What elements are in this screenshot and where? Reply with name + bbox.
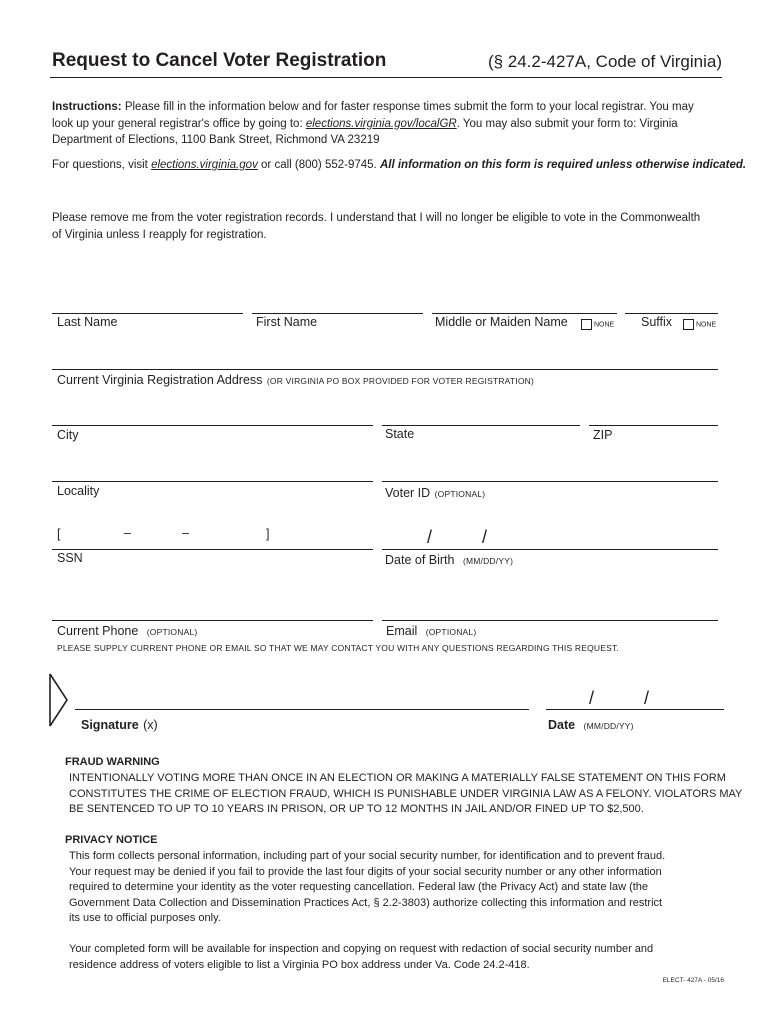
phone-label-row: [57, 622, 197, 640]
fraud-line: BE SENTENCED TO UP TO 10 YEARS IN PRISON, OR UP TO 12 MONTHS IN JAIL AND/OR FINED UP TO $2,500.: [69, 803, 644, 815]
optional-note: (OPTIONAL): [146, 627, 198, 637]
dob-label: Date of Birth: [385, 553, 455, 567]
form-title: Request to Cancel Voter Registration: [52, 50, 387, 71]
instructions: [52, 99, 732, 149]
ssn-close-bracket: ]: [266, 527, 270, 541]
optional-note: (OPTIONAL): [425, 627, 477, 637]
first-name-label: First Name: [256, 315, 318, 329]
instructions-line2-post: . You may also submit your form to: Virginia: [456, 117, 678, 130]
email-label-row: [386, 622, 476, 640]
signature-label-row: [81, 716, 158, 734]
checkbox-icon: [581, 319, 592, 330]
date-format-note: (MM/DD/YY): [462, 556, 514, 566]
middle-name-field[interactable]: [432, 313, 617, 314]
dob-slash: /: [427, 527, 433, 547]
middle-name-label: Middle or Maiden Name: [435, 315, 568, 329]
signature-label: Signature: [81, 718, 139, 732]
voter-id-label: Voter ID: [385, 486, 431, 500]
signature-field[interactable]: [75, 709, 529, 710]
instructions-line2: look up your general registrar's office by going to:: [52, 117, 306, 130]
middle-none-checkbox[interactable]: [581, 316, 614, 334]
optional-note: (OPTIONAL): [434, 489, 486, 499]
suffix-none-checkbox[interactable]: [683, 316, 716, 334]
dob-label-row: [385, 551, 513, 569]
dob-slash: /: [482, 527, 488, 547]
request-line1: Please remove me from the voter registration records. I understand that I will no longer be eligible to vote in the Commonwealth: [52, 212, 701, 224]
date-format-note: (MM/DD/YY): [583, 721, 634, 731]
questions-post: or call (800) 552-9745.: [257, 159, 380, 171]
required-note: All information on this form is required unless otherwise indicated.: [379, 159, 747, 171]
email-label: Email: [386, 624, 418, 638]
inspection-line: residence address of voters eligible to list a Virginia PO box address under Va. Code 24.2-418.: [69, 958, 530, 971]
privacy-notice-title: PRIVACY NOTICE: [65, 834, 158, 846]
dob-field[interactable]: [382, 549, 718, 550]
voter-id-field[interactable]: [382, 481, 718, 482]
suffix-field[interactable]: [625, 313, 718, 314]
locality-field[interactable]: [52, 481, 373, 482]
privacy-line: Your request may be denied if you fail to provide the last four digits of your social security number or any other information: [69, 865, 662, 878]
fraud-warning-title: FRAUD WARNING: [65, 756, 160, 768]
phone-label: Current Phone: [57, 624, 139, 638]
privacy-line: Government Data Collection and Dissemination Practices Act, § 2.2-3803) authorize collecting this information and restrict: [69, 896, 663, 909]
date-label: Date: [548, 718, 576, 732]
request-line2: of Virginia unless I reapply for registration.: [52, 228, 267, 241]
address-label-row: [57, 371, 534, 389]
none-label: NONE: [696, 321, 717, 329]
state-field[interactable]: [382, 425, 580, 426]
signature-x: (x): [143, 718, 158, 732]
first-name-field[interactable]: [252, 313, 423, 314]
state-label: State: [385, 427, 415, 441]
privacy-line: its use to official purposes only.: [69, 912, 221, 924]
localgr-link[interactable]: elections.virginia.gov/localGR: [305, 117, 457, 130]
city-field[interactable]: [52, 425, 373, 426]
questions-line: [52, 157, 747, 174]
locality-label: Locality: [57, 484, 100, 498]
fraud-warning-text: [69, 771, 742, 818]
city-label: City: [57, 428, 79, 442]
ssn-dash: –: [182, 526, 189, 540]
zip-field[interactable]: [589, 425, 718, 426]
title-rule: [50, 77, 722, 78]
fraud-line: CONSTITUTES THE CRIME OF ELECTION FRAUD, WHICH IS PUNISHABLE UNDER VIRGINIA LAW AS A FELONY. VIOLATORS MAY: [69, 787, 743, 800]
privacy-line: required to determine your identity as the voter requesting cancellation. Federal law (the Privacy Act) and state law (the: [69, 881, 649, 893]
contact-note: PLEASE SUPPLY CURRENT PHONE OR EMAIL SO THAT WE MAY CONTACT YOU WITH ANY QUESTIONS REGARDING THIS REQUEST.: [57, 643, 619, 653]
signature-date-field[interactable]: [546, 709, 724, 710]
zip-label: ZIP: [593, 428, 613, 442]
request-statement: [52, 210, 742, 243]
phone-field[interactable]: [52, 620, 373, 621]
questions-pre: For questions, visit: [52, 159, 152, 171]
instructions-label: Instructions:: [52, 101, 122, 113]
date-label-row: [548, 716, 634, 734]
inspection-note: [69, 942, 653, 973]
privacy-line: This form collects personal information, including part of your social security number, for identification and to prevent fraud.: [69, 850, 666, 862]
date-slash: /: [589, 688, 595, 708]
signature-arrow-icon: [48, 672, 70, 728]
inspection-line: Your completed form will be available for inspection and copying on request with redaction of social security number and: [69, 943, 654, 955]
instructions-line3: Department of Elections, 1100 Bank Street, Richmond VA 23219: [52, 134, 380, 146]
ssn-label: SSN: [57, 551, 83, 565]
address-field[interactable]: [52, 369, 718, 370]
ssn-dash: –: [124, 526, 131, 540]
voter-id-label-row: [385, 484, 485, 502]
fraud-line: INTENTIONALLY VOTING MORE THAN ONCE IN AN ELECTION OR MAKING A MATERIALLY FALSE STATEMENT ON THIS FORM: [69, 772, 726, 784]
ssn-field[interactable]: [52, 549, 373, 550]
checkbox-icon: [683, 319, 694, 330]
last-name-field[interactable]: [52, 313, 243, 314]
address-label: Current Virginia Registration Address: [57, 373, 263, 387]
ssn-open-bracket: [: [57, 527, 61, 541]
statute-code: (§ 24.2-427A, Code of Virginia): [487, 52, 722, 71]
instructions-line1: Please fill in the information below and for faster response times submit the form to your local registrar. You may: [121, 101, 694, 113]
address-note: (OR VIRGINIA PO BOX PROVIDED FOR VOTER REGISTRATION): [266, 376, 535, 386]
email-field[interactable]: [382, 620, 718, 621]
form-id: ELECT- 427A - 05/16: [662, 977, 724, 984]
suffix-label: Suffix: [641, 315, 673, 329]
none-label: NONE: [594, 321, 615, 329]
date-slash: /: [644, 688, 650, 708]
last-name-label: Last Name: [57, 315, 118, 329]
privacy-notice-text: [69, 849, 665, 927]
elections-link[interactable]: elections.virginia.gov: [151, 159, 258, 171]
